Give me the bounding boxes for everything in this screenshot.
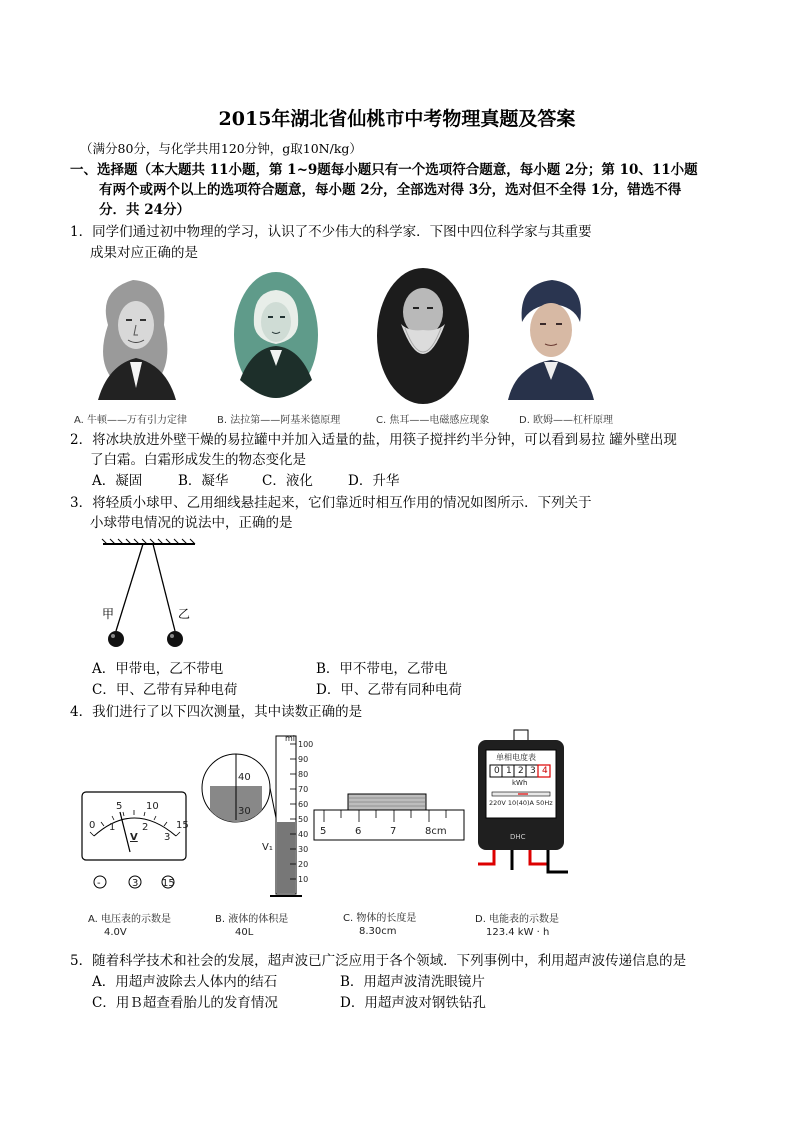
q4-caption-b-line2: 40L <box>235 927 254 938</box>
q2-option-b: B．凝华 <box>178 473 229 489</box>
q5-stem-line1: 5．随着科学技术和社会的发展，超声波已广泛应用于各个领域．下列事例中，利用超声波传递信息的是 <box>70 953 687 969</box>
cylinder-unit: ml <box>285 734 296 743</box>
ruler-tick-6: 6 <box>355 826 362 837</box>
q3-option-b: B．甲不带电，乙带电 <box>316 661 448 677</box>
q4-caption-c-line2: 8.30cm <box>359 926 397 937</box>
q1-caption-a: A. 牛顿——万有引力定律 <box>74 415 188 426</box>
ruler-tick-8cm: 8cm <box>425 826 447 837</box>
meter-spec: 220V 10(40)A 50Hz <box>489 799 553 807</box>
cylinder-tick-100: 100 <box>298 740 314 749</box>
cylinder-tick-60: 60 <box>298 800 309 809</box>
q5-option-b: B．用超声波清洗眼镜片 <box>340 974 485 990</box>
cylinder-zoom-30: 30 <box>238 806 251 817</box>
q1-caption-b: B. 法拉第——阿基米德原理 <box>217 415 341 426</box>
q3-option-d: D．甲、乙带有同种电荷 <box>316 682 462 698</box>
terminal-minus: - <box>97 878 101 889</box>
q4-stem-line1: 4．我们进行了以下四次测量，其中读数正确的是 <box>70 704 363 720</box>
cylinder-tick-30: 30 <box>298 845 309 854</box>
q4-caption-a-line2: 4.0V <box>104 927 127 938</box>
q5-option-c: C．用Ｂ超查看胎儿的发育情况 <box>92 995 278 1011</box>
voltmeter-tick-0: 0 <box>89 820 96 831</box>
portrait-faraday <box>232 270 320 400</box>
voltmeter-inner-1: 1 <box>109 822 116 833</box>
pendulum-figure <box>95 538 205 654</box>
q3-option-a: A．甲带电，乙不带电 <box>92 661 224 677</box>
portrait-newton <box>88 270 182 400</box>
meter-digit-3: 3 <box>530 766 536 776</box>
ruler-tick-7: 7 <box>390 826 397 837</box>
cylinder-tick-80: 80 <box>298 770 309 779</box>
voltmeter-inner-2: 2 <box>142 822 149 833</box>
q1-caption-d: D. 欧姆——杠杆原理 <box>519 415 614 426</box>
page-title: 2015年湖北省仙桃市中考物理真题及答案 <box>218 108 576 130</box>
cylinder-tick-70: 70 <box>298 785 309 794</box>
ruler-tick-5: 5 <box>320 826 327 837</box>
voltmeter-tick-10: 10 <box>146 801 159 812</box>
voltmeter-tick-5: 5 <box>116 801 123 812</box>
terminal-15: 15 <box>162 878 175 889</box>
measuring-cylinder-figure <box>200 734 305 900</box>
q2-option-d: D．升华 <box>348 473 400 489</box>
q4-caption-a-line1: A. 电压表的示数是 <box>88 914 172 925</box>
cylinder-tick-20: 20 <box>298 860 309 869</box>
q3-stem-line2: 小球带电情况的说法中，正确的是 <box>90 515 293 531</box>
meter-title: 单相电度表 <box>496 753 536 762</box>
q4-caption-b-line1: B. 液体的体积是 <box>215 914 289 925</box>
voltmeter-inner-3: 3 <box>164 832 171 843</box>
cylinder-tick-10: 10 <box>298 875 309 884</box>
ball-label-yi: 乙 <box>178 607 191 621</box>
q1-stem-line1: 1．同学们通过初中物理的学习，认识了不少伟大的科学家．下图中四位科学家与其重要 <box>70 224 592 240</box>
section-header-line1: 一、选择题（本大题共 11小题，第 1~9题每小题只有一个选项符合题意，每小题 2分；第 10、11小题 <box>70 162 698 178</box>
meter-brand: DHC <box>510 833 526 841</box>
q1-stem-line2: 成果对应正确的是 <box>90 245 198 261</box>
q2-option-a: A．凝固 <box>92 473 143 489</box>
q1-caption-c: C. 焦耳——电磁感应现象 <box>376 415 490 426</box>
voltmeter-unit: V <box>130 832 138 843</box>
ruler-figure <box>312 790 468 846</box>
portrait-joule <box>375 266 471 406</box>
q3-stem-line1: 3．将轻质小球甲、乙用细线悬挂起来，它们靠近时相互作用的情况如图所示．下列关于 <box>70 495 592 511</box>
q4-caption-c-line1: C. 物体的长度是 <box>343 913 417 924</box>
cylinder-tick-40: 40 <box>298 830 309 839</box>
q2-stem-line2: 了白霜。白霜形成发生的物态变化是 <box>90 452 306 468</box>
section-header-line2: 有两个或两个以上的选项符合题意，每小题 2分，全部选对得 3分，选对但不全得 1分，错选不得 <box>99 182 682 198</box>
meter-digit-4: 4 <box>542 766 548 776</box>
q2-stem-line1: 2．将冰块放进外壁干燥的易拉罐中并加入适量的盐，用筷子搅拌约半分钟，可以看到易拉 罐外壁出现 <box>70 432 677 448</box>
cylinder-zoom-40: 40 <box>238 772 251 783</box>
q4-caption-d-line2: 123.4 kW · h <box>486 927 550 938</box>
section-header-line3: 分．共 24分） <box>99 202 190 218</box>
portrait-ohm <box>508 272 594 400</box>
q3-option-c: C．甲、乙带有异种电荷 <box>92 682 238 698</box>
q5-option-d: D．用超声波对钢铁钻孔 <box>340 995 486 1011</box>
cylinder-tick-90: 90 <box>298 755 309 764</box>
q4-caption-d-line1: D. 电能表的示数是 <box>475 914 560 925</box>
voltmeter-tick-15: 15 <box>176 820 189 831</box>
cylinder-v1-label: V₁ <box>262 842 273 853</box>
exam-note: （满分80分，与化学共用120分钟，g取10N/kg） <box>80 141 362 156</box>
meter-unit: kWh <box>512 779 528 787</box>
ball-label-jia: 甲 <box>102 607 115 621</box>
meter-digit-0: 0 <box>494 766 500 776</box>
meter-digit-2: 2 <box>518 766 524 776</box>
meter-digit-1: 1 <box>506 766 512 776</box>
q5-option-a: A．用超声波除去人体内的结石 <box>92 974 278 990</box>
q2-option-c: C．液化 <box>262 473 313 489</box>
cylinder-tick-50: 50 <box>298 815 309 824</box>
terminal-3: 3 <box>132 878 139 889</box>
